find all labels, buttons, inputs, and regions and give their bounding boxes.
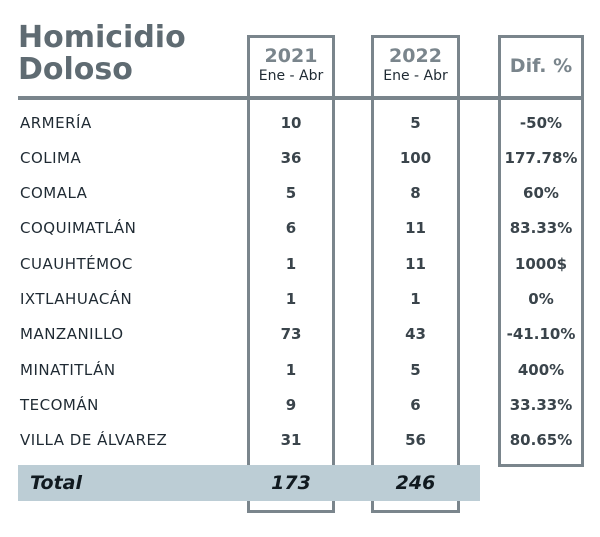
header-2022: [371, 45, 460, 85]
row-value-2022: 5: [410, 361, 421, 379]
row-value-2021: 36: [280, 149, 302, 167]
row-dif: 0%: [528, 290, 554, 308]
row-value-2021: 6: [285, 219, 297, 237]
header-dif: Dif. %: [509, 55, 573, 77]
row-dif: 83.33%: [509, 219, 573, 237]
header-range-2022: Ene - Abr: [383, 68, 448, 84]
table-row: [0, 322, 600, 346]
total-value-2021: 173: [271, 472, 311, 494]
header-2021: [247, 45, 335, 85]
row-value-2021: 9: [285, 396, 297, 414]
row-value-2022: 6: [410, 396, 421, 414]
row-dif: -41.10%: [506, 325, 576, 343]
row-name: VILLA DE ÁLVAREZ: [20, 431, 168, 449]
row-value-2021: 1: [285, 290, 297, 308]
header-year-2022: 2022: [389, 45, 442, 67]
total-value-2022: 246: [395, 472, 436, 494]
row-value-2021: 73: [280, 325, 302, 343]
row-value-2021: 1: [285, 255, 297, 273]
row-value-2022: 5: [410, 114, 421, 132]
row-dif: -50%: [519, 114, 563, 132]
table-row: [0, 252, 600, 276]
table-row: [0, 181, 600, 205]
row-value-2022: 100: [399, 149, 432, 167]
row-value-2022: 56: [405, 431, 426, 449]
row-value-2022: 11: [405, 255, 426, 273]
page-title: [18, 22, 186, 86]
row-name: CUAUHTÉMOC: [20, 255, 133, 273]
table-row: [0, 216, 600, 240]
table-row: [0, 146, 600, 170]
row-name: TECOMÁN: [20, 396, 99, 414]
header-range-2021: Ene - Abr: [258, 68, 324, 84]
title-line-1: Homicidio: [18, 20, 186, 55]
header-divider: [18, 96, 584, 100]
row-value-2021: 31: [280, 431, 302, 449]
row-name: MINATITLÁN: [20, 361, 116, 379]
row-name: COQUIMATLÁN: [20, 219, 137, 237]
row-value-2022: 8: [410, 184, 421, 202]
header-year-2021: 2021: [264, 45, 318, 67]
row-dif: 400%: [517, 361, 565, 379]
table-row: [0, 358, 600, 382]
title-line-2: Doloso: [18, 52, 133, 87]
row-value-2022: 11: [405, 219, 426, 237]
row-value-2021: 10: [280, 114, 302, 132]
row-dif: 1000$: [514, 255, 568, 273]
row-name: ARMERÍA: [20, 114, 92, 132]
table-row: [0, 287, 600, 311]
table-row: [0, 111, 600, 135]
row-value-2022: 43: [405, 325, 426, 343]
table-row: [0, 393, 600, 417]
table-row: [0, 428, 600, 452]
row-value-2021: 1: [285, 361, 297, 379]
row-name: COMALA: [20, 184, 88, 202]
row-dif: 60%: [523, 184, 559, 202]
row-name: COLIMA: [20, 149, 82, 167]
row-value-2022: 1: [410, 290, 421, 308]
total-label: Total: [30, 472, 82, 494]
row-value-2021: 5: [285, 184, 297, 202]
row-dif: 33.33%: [509, 396, 573, 414]
row-name: IXTLAHUACÁN: [20, 290, 133, 308]
row-dif: 80.65%: [509, 431, 573, 449]
row-dif: 177.78%: [504, 149, 578, 167]
row-name: MANZANILLO: [20, 325, 124, 343]
